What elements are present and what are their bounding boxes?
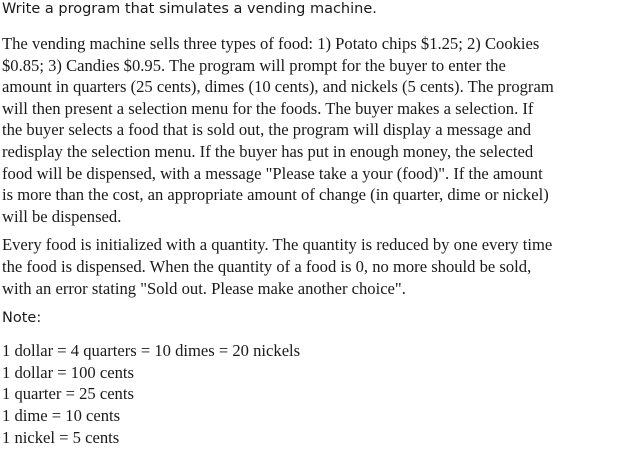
paragraph-line: $0.85; 3) Candies $0.95. The program will prompt for the buyer to enter the [2,55,506,75]
paragraph-line: Every food is initialized with a quantity. The quantity is reduced by one every time [2,235,553,255]
paragraph-line: food will be dispensed, with a message "Please take a your (food)". If the amount [2,163,543,183]
paragraph-line: amount in quarters (25 cents), dimes (10 cents), and nickels (5 cents). The program [2,77,554,97]
quantity-paragraph [2,234,626,299]
paragraph-line: The vending machine sells three types of food: 1) Potato chips $1.25; 2) Cookies [2,34,540,53]
paragraph-line: with an error stating "Sold out. Please make another choice". [2,278,406,298]
note-label: Note: [2,310,42,327]
assignment-heading: Write a program that simulates a vending machine. [2,1,377,17]
paragraph-line: the food is dispensed. When the quantity of a food is 0, no more should be sold, [2,256,532,276]
conversion-item: 1 dollar = 100 cents [2,362,134,382]
conversion-item: 1 nickel = 5 cents [2,427,120,447]
paragraph-line: will then present a selection menu for the foods. The buyer makes a selection. If [2,98,534,118]
conversion-list [2,340,626,448]
conversion-item: 1 dime = 10 cents [2,405,121,425]
description-paragraph [2,33,626,227]
document [2,0,626,448]
paragraph-line: will be dispensed. [2,206,122,226]
paragraph-line: the buyer selects a food that is sold out, the program will display a message and [2,120,532,140]
conversion-item: 1 dollar = 4 quarters = 10 dimes = 20 nickels [2,341,301,361]
paragraph-line: redisplay the selection menu. If the buyer has put in enough money, the selected [2,141,534,161]
paragraph-line: is more than the cost, an appropriate amount of change (in quarter, dime or nickel) [2,185,549,205]
conversion-item: 1 quarter = 25 cents [2,384,134,404]
